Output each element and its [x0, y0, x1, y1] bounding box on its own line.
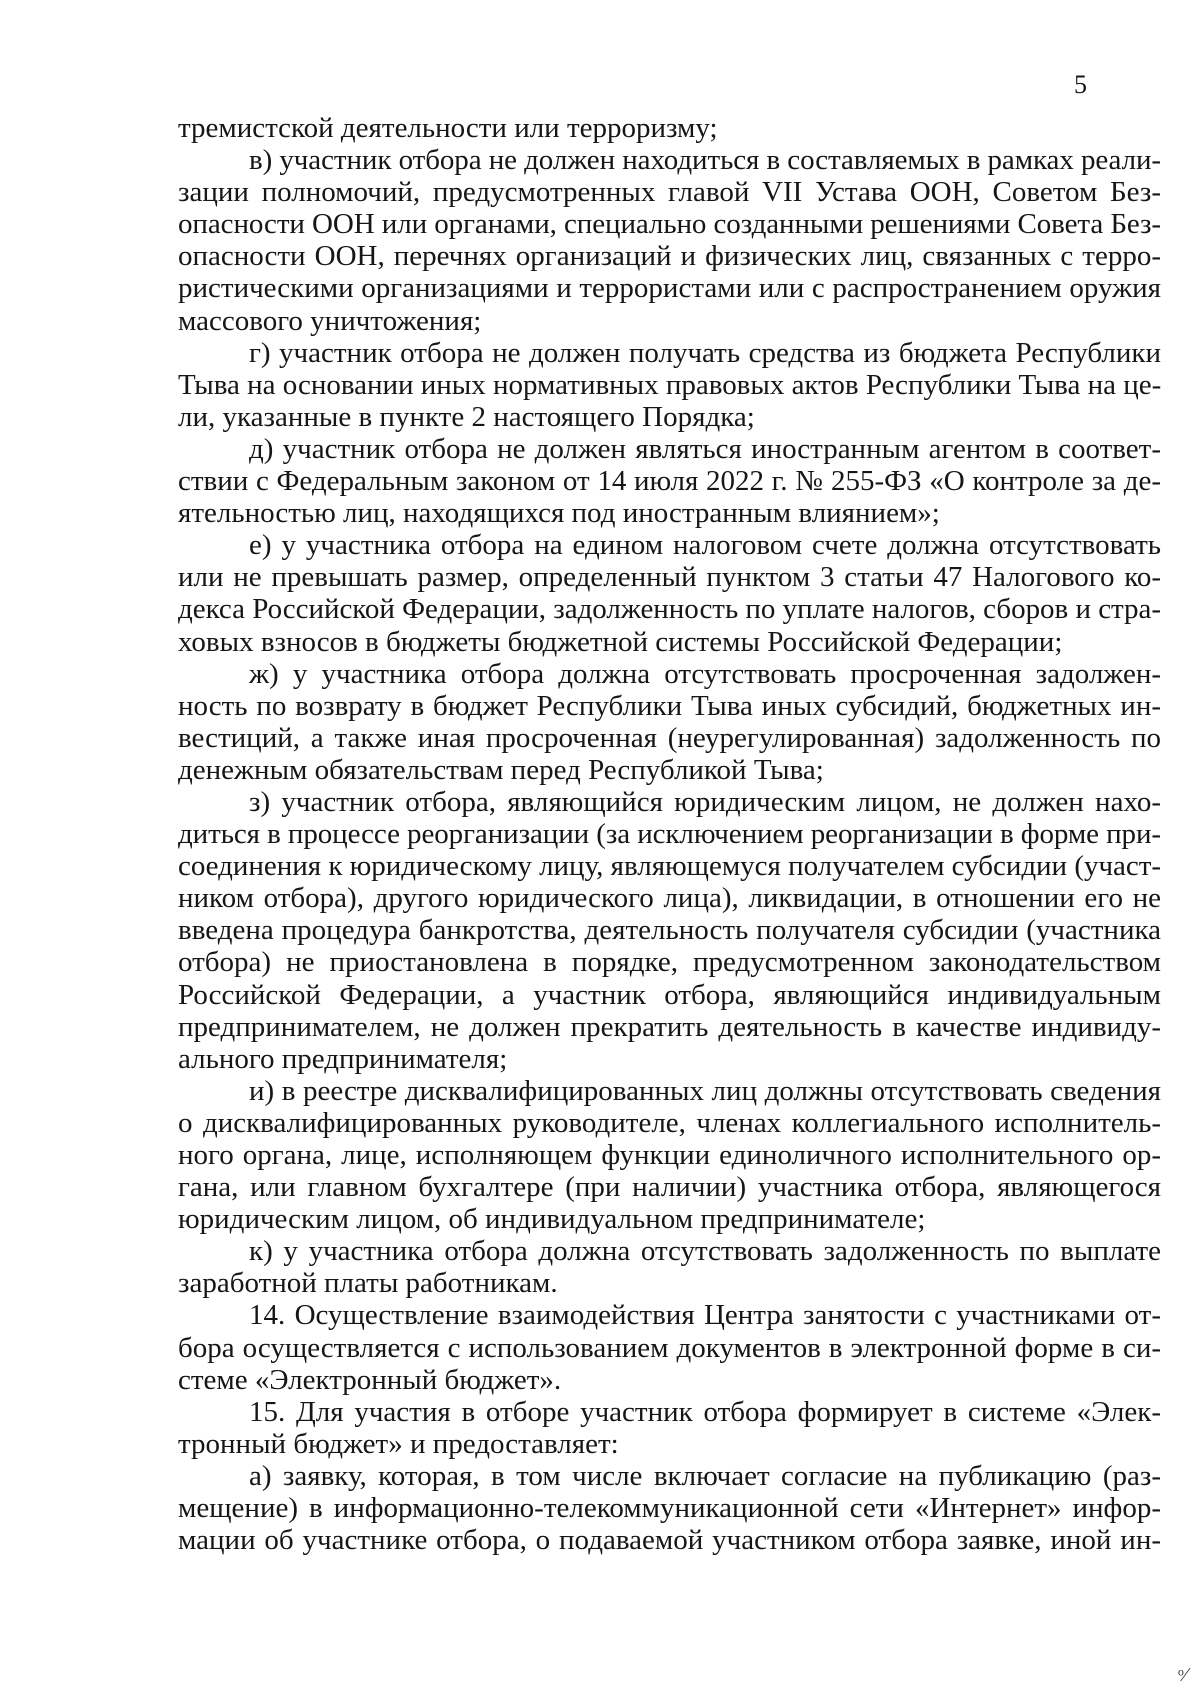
- text-line: о дисквалифицированных руководителе, членах коллегиального исполнитель-: [178, 1106, 1161, 1139]
- page-number: 5: [1074, 70, 1087, 99]
- scan-corner-mark: ᵒ⁄: [1178, 1664, 1188, 1686]
- text-line: в) участник отбора не должен находиться в составляемых в рамках реали-: [249, 144, 1161, 177]
- text-line: а) заявку, которая, в том числе включает согласие на публикацию (раз-: [249, 1459, 1161, 1492]
- document-body: [178, 112, 1161, 1556]
- text-line: опасности ООН, перечнях организаций и физических лиц, связанных с терро-: [178, 240, 1161, 273]
- text-line: стеме «Электронный бюджет».: [178, 1363, 562, 1396]
- text-line: ального предпринимателя;: [178, 1042, 508, 1075]
- text-line: ником отбора), другого юридического лица), ликвидации, в отношении его не: [178, 882, 1161, 915]
- text-line: ность по возврату в бюджет Республики Тыва иных субсидий, бюджетных ин-: [178, 689, 1161, 722]
- text-line: декса Российской Федерации, задолженность по уплате налогов, сборов и стра-: [178, 593, 1161, 626]
- text-line: отбора) не приостановлена в порядке, предусмотренном законодательством: [178, 946, 1161, 979]
- text-line: д) участник отбора не должен являться иностранным агентом в соответ-: [249, 432, 1161, 465]
- text-line: соединения к юридическому лицу, являющемуся получателем субсидии (участ-: [178, 850, 1161, 883]
- text-line: тремистской деятельности или терроризму;: [178, 112, 718, 144]
- text-line: к) у участника отбора должна отсутствовать задолженность по выплате: [249, 1235, 1161, 1268]
- text-line: зации полномочий, предусмотренных главой VII Устава ООН, Советом Без-: [178, 176, 1161, 209]
- text-line: диться в процессе реорганизации (за исключением реорганизации в форме при-: [178, 818, 1161, 851]
- text-line: ятельностью лиц, находящихся под иностранным влиянием»;: [178, 497, 940, 530]
- text-line: ли, указанные в пункте 2 настоящего Порядка;: [178, 400, 755, 433]
- text-line: опасности ООН или органами, специально созданными решениями Совета Без-: [178, 208, 1161, 241]
- text-line: бора осуществляется с использованием документов в электронной форме в си-: [178, 1331, 1161, 1364]
- text-line: мещение) в информационно-телекоммуникационной сети «Интернет» инфор-: [178, 1492, 1161, 1525]
- text-line: 14. Осуществление взаимодействия Центра занятости с участниками от-: [249, 1299, 1161, 1332]
- text-line: ного органа, лице, исполняющем функции единоличного исполнительного ор-: [178, 1139, 1161, 1171]
- text-line: юридическим лицом, об индивидуальном предпринимателе;: [178, 1203, 926, 1236]
- text-line: ховых взносов в бюджеты бюджетной системы Российской Федерации;: [178, 625, 1063, 658]
- text-line: Российской Федерации, а участник отбора, являющийся индивидуальным: [178, 978, 1161, 1011]
- text-line: массового уничтожения;: [178, 304, 482, 337]
- text-line: введена процедура банкротства, деятельность получателя субсидии (участника: [178, 914, 1161, 947]
- text-line: или не превышать размер, определенный пунктом 3 статьи 47 Налогового ко-: [178, 561, 1161, 594]
- text-line: 15. Для участия в отборе участник отбора формирует в системе «Элек-: [249, 1395, 1161, 1428]
- text-line: денежным обязательствам перед Республикой Тыва;: [178, 753, 824, 786]
- text-line: ствии с Федеральным законом от 14 июля 2022 г. № 255-ФЗ «О контроле за де-: [178, 465, 1161, 498]
- text-line: е) у участника отбора на едином налоговом счете должна отсутствовать: [249, 529, 1161, 562]
- text-line: и) в реестре дисквалифицированных лиц должны отсутствовать сведения: [249, 1074, 1161, 1107]
- text-line: ристическими организациями и террористами или с распространением оружия: [178, 272, 1161, 305]
- text-line: заработной платы работникам.: [178, 1267, 558, 1300]
- text-line: тронный бюджет» и предоставляет:: [178, 1427, 619, 1460]
- text-line: з) участник отбора, являющийся юридическим лицом, не должен нахо-: [249, 785, 1161, 818]
- text-line: предпринимателем, не должен прекратить деятельность в качестве индивиду-: [178, 1010, 1161, 1043]
- text-line: мации об участнике отбора, о подаваемой участником отбора заявке, иной ин-: [178, 1524, 1161, 1557]
- text-line: вестиций, а также иная просроченная (неурегулированная) задолженность по: [178, 721, 1161, 754]
- text-line: г) участник отбора не должен получать средства из бюджета Республики: [249, 336, 1161, 369]
- text-line: ж) у участника отбора должна отсутствовать просроченная задолжен-: [249, 657, 1161, 690]
- text-line: гана, или главном бухгалтере (при наличии) участника отбора, являющегося: [178, 1171, 1161, 1204]
- text-line: Тыва на основании иных нормативных правовых актов Республики Тыва на це-: [178, 368, 1162, 401]
